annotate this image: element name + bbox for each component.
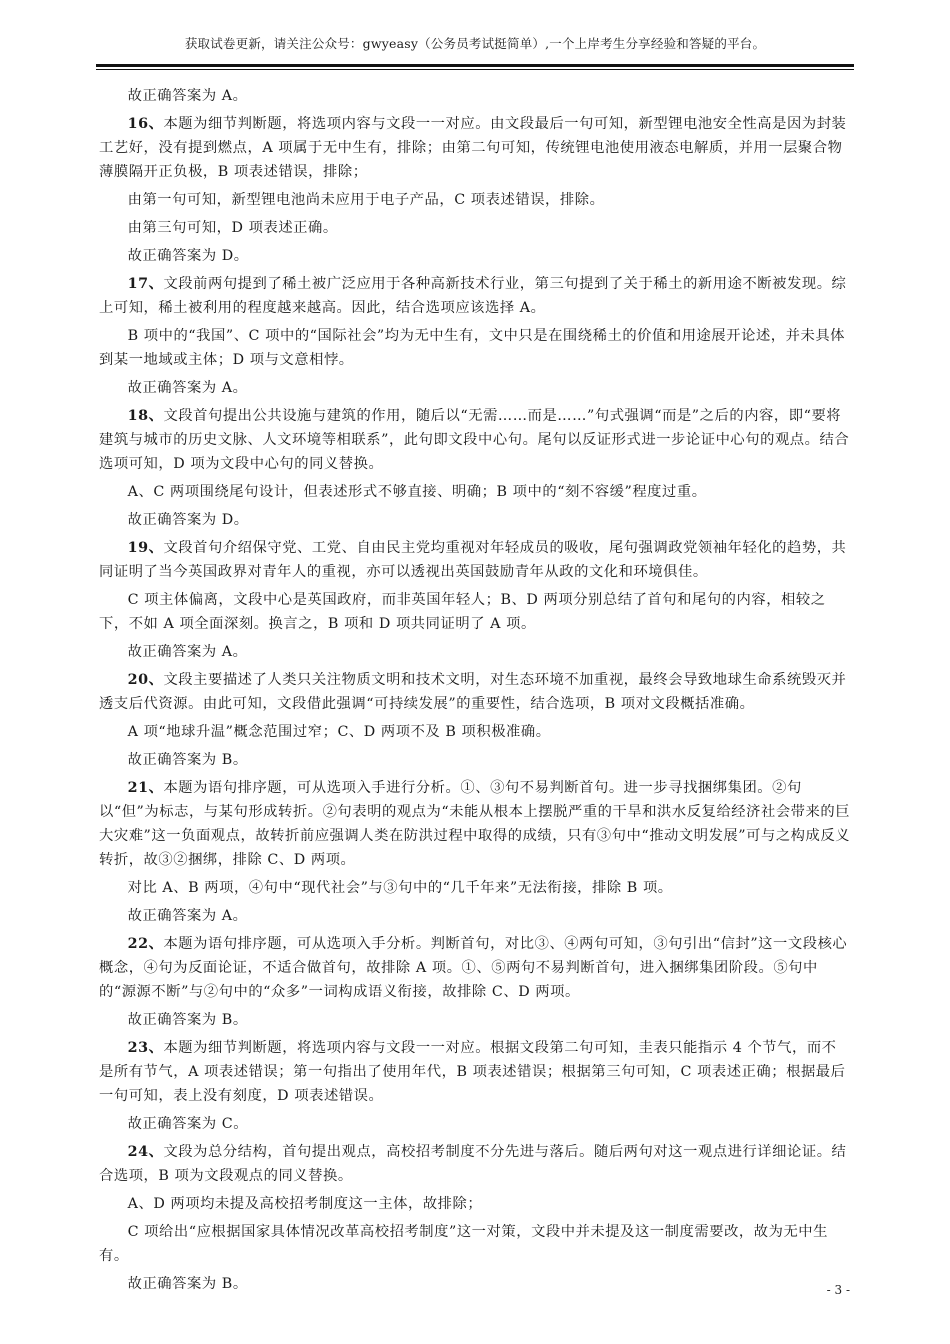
explanation-paragraph (99, 188, 851, 212)
paragraph-text: 文段前两句提到了稀土被广泛应用于各种高新技术行业，第三句提到了关于稀土的新用途不断被发现。综上可知，稀土被利用的程度越来越高。因此，结合选项应该选择 A。 (99, 276, 847, 316)
explanation-paragraph (99, 480, 851, 504)
paragraph-text: 故正确答案为 B。 (127, 1276, 248, 1292)
header-rule-thin (96, 69, 854, 70)
question-number: 24、 (127, 1144, 164, 1160)
question-number: 22、 (127, 936, 164, 952)
paragraph-text: A、C 两项围绕尾句设计，但表述形式不够直接、明确；B 项中的“刻不容缓”程度过重。 (127, 484, 707, 500)
paragraph-text: B 项中的“我国”、C 项中的“国际社会”均为无中生有，文中只是在围绕稀土的价值和用途展开论述，并未具体到某一地域或主体；D 项与文意相悖。 (99, 328, 846, 368)
question-paragraph (99, 668, 851, 716)
paragraph-text: 由第一句可知，新型锂电池尚未应用于电子产品，C 项表述错误，排除。 (127, 192, 605, 208)
paragraph-text: 文段主要描述了人类只关注物质文明和技术文明，对生态环境不加重视，最终会导致地球生命系统毁灭并透支后代资源。由此可知，文段借此强调“可持续发展”的重要性，结合选项，B 项对文段概括准确。 (99, 672, 847, 712)
question-paragraph (99, 932, 851, 1004)
header-rule-thick (96, 64, 854, 67)
explanation-paragraph (99, 720, 851, 744)
explanation-paragraph (99, 1008, 851, 1032)
explanation-paragraph (99, 748, 851, 772)
paragraph-text: 故正确答案为 A。 (127, 380, 248, 396)
paragraph-text: 故正确答案为 B。 (127, 752, 248, 768)
question-paragraph (99, 404, 851, 476)
paragraph-text: 本题为细节判断题，将选项内容与文段一一对应。由文段最后一句可知，新型锂电池安全性高是因为封装工艺好，没有提到燃点，A 项属于无中生有，排除；由第二句可知，传统锂电池使用液态电解质，并用一层聚合物薄膜隔开正负极，B 项表述错误，排除； (99, 116, 847, 180)
explanation-paragraph (99, 876, 851, 900)
paragraph-text: 故正确答案为 A。 (127, 88, 248, 104)
paragraph-text: 故正确答案为 A。 (127, 644, 248, 660)
explanation-paragraph (99, 904, 851, 928)
explanation-paragraph (99, 1112, 851, 1136)
paragraph-text: C 项主体偏离，文段中心是英国政府，而非英国年轻人；B、D 两项分别总结了首句和尾句的内容，相较之下，不如 A 项全面深刻。换言之，B 项和 D 项共同证明了 A 项。 (99, 592, 826, 632)
question-number: 16、 (127, 116, 164, 132)
question-number: 23、 (127, 1040, 164, 1056)
paragraph-text: C 项给出“应根据国家具体情况改革高校招考制度”这一对策，文段中并未提及这一制度需要改，故为无中生有。 (99, 1224, 828, 1264)
question-paragraph (99, 1140, 851, 1188)
explanation-paragraph (99, 244, 851, 268)
paragraph-text: A、D 两项均未提及高校招考制度这一主体，故排除； (127, 1196, 483, 1212)
paragraph-text: 文段首句介绍保守党、工党、自由民主党均重视对年轻成员的吸收，尾句强调政党领袖年轻化的趋势，共同证明了当今英国政界对青年人的重视，亦可以透视出英国鼓励青年从政的文化和环境俱佳。 (99, 540, 847, 580)
question-number: 19、 (127, 540, 164, 556)
explanation-paragraph (99, 84, 851, 108)
paragraph-text: 故正确答案为 D。 (127, 512, 249, 528)
explanation-paragraph (99, 376, 851, 400)
paragraph-text: 本题为语句排序题，可从选项入手分析。判断首句，对比③、④两句可知，③句引出“信封”这一文段核心概念，④句为反面论证，不适合做首句，故排除 A 项。①、⑤两句不易判断首句，进入捆绑集团阶段。⑤句中的“源源不断”与②句中的“众多”一词构成语义衔接，故排除 C、D 两项。 (99, 936, 848, 1000)
question-number: 17、 (127, 276, 164, 292)
paragraph-text: 文段为总分结构，首句提出观点，高校招考制度不分先进与落后。随后两句对这一观点进行详细论证。结合选项，B 项为文段观点的同义替换。 (99, 1144, 847, 1184)
page-header: 获取试卷更新，请关注公众号：gwyeasy（公务员考试挺简单）,一个上岸考生分享经验和答疑的平台。 (184, 36, 766, 51)
explanation-paragraph (99, 1272, 851, 1296)
paragraph-text: 故正确答案为 A。 (127, 908, 248, 924)
paragraph-text: 由第三句可知，D 项表述正确。 (127, 220, 338, 236)
paragraph-text: 文段首句提出公共设施与建筑的作用，随后以“无需……而是……”句式强调“而是”之后的内容，即“要将建筑与城市的历史文脉、人文环境等相联系”，此句即文段中心句。尾句以反证形式进一步论证中心句的观点。结合选项可知，D 项为文段中心句的同义替换。 (99, 408, 850, 472)
paragraph-text: A 项“地球升温”概念范围过窄；C、D 两项不及 B 项积极准确。 (127, 724, 551, 740)
paragraph-text: 故正确答案为 B。 (127, 1012, 248, 1028)
paragraph-text: 本题为细节判断题，将选项内容与文段一一对应。根据文段第二句可知，圭表只能指示 4 个节气，而不是所有节气，A 项表述错误；第一句指出了使用年代，B 项表述错误；根据第三句可知，C 项表述正确；根据最后一句可知，表上没有刻度，D 项表述错误。 (99, 1040, 846, 1104)
page-number: - 3 - (826, 1283, 850, 1297)
paragraph-text: 本题为语句排序题，可从选项入手进行分析。①、③句不易判断首句。进一步寻找捆绑集团。②句以“但”为标志，与某句形成转折。②句表明的观点为“未能从根本上摆脱严重的干旱和洪水反复给经济社会带来的巨大灾难”这一负面观点，故转折前应强调人类在防洪过程中取得的成绩，只有③句中“推动文明发展”可与之构成反义转折，故③②捆绑，排除 C、D 两项。 (99, 780, 851, 868)
paragraph-text: 故正确答案为 D。 (127, 248, 249, 264)
explanation-paragraph (99, 1220, 851, 1268)
explanation-paragraph (99, 216, 851, 240)
question-paragraph (99, 272, 851, 320)
paragraph-text: 故正确答案为 C。 (127, 1116, 249, 1132)
paragraph-text: 对比 A、B 两项，④句中“现代社会”与③句中的“几千年来”无法衔接，排除 B 项。 (127, 880, 673, 896)
question-paragraph (99, 776, 851, 872)
question-number: 20、 (127, 672, 164, 688)
question-number: 21、 (127, 780, 164, 796)
question-paragraph (99, 112, 851, 184)
question-paragraph (99, 536, 851, 584)
explanation-paragraph (99, 1192, 851, 1216)
explanation-paragraph (99, 588, 851, 636)
explanation-paragraph (99, 324, 851, 372)
explanation-paragraph (99, 508, 851, 532)
question-number: 18、 (127, 408, 164, 424)
question-paragraph (99, 1036, 851, 1108)
answer-explanations (99, 84, 851, 1300)
explanation-paragraph (99, 640, 851, 664)
